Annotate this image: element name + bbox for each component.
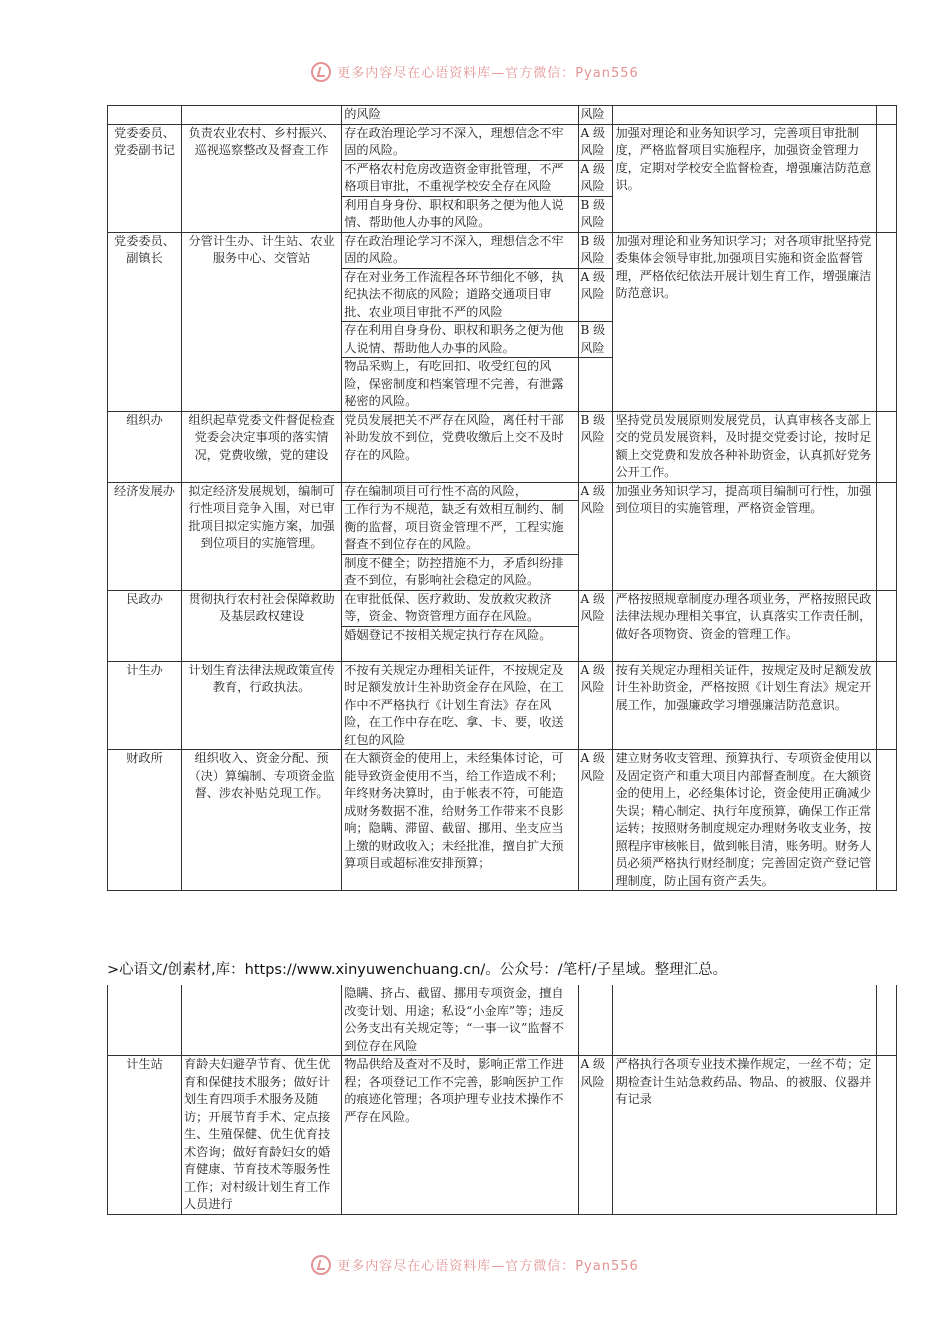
table-row [108,482,897,501]
measure-cell [613,985,877,1056]
post-cell: 财政所 [108,750,182,891]
level-cell: B 级风险 [578,196,613,232]
table-row [108,124,897,160]
measure-cell: 坚持党员发展原则发展党员，认真审核各支部上交的党员发展资料，及时提交党委讨论，按时足额上交党费和发放各种补助资金，认真抓好党务公开工作。 [613,411,877,482]
risk-cell: 在审批低保、医疗救助、发放救灾救济等，资金、物资管理方面存在风险。 [342,590,578,626]
blank-cell [877,482,897,590]
blank-cell [877,124,897,232]
logo-icon [311,1255,331,1275]
level-cell: A 级风险 [578,590,613,661]
blank-cell [877,985,897,1056]
table-row [108,411,897,482]
blank-cell [877,232,897,411]
measure-cell: 按有关规定办理相关证件，按规定及时足额发放计生补助资金，严格按照《计划生育法》规定开展工作，加强廉政学习增强廉洁防范意识。 [613,661,877,750]
measure-cell: 建立财务收支管理、预算执行、专项资金使用以及固定资产和重大项目内部督查制度。在大额资金的使用上，必经集体讨论，资金使用正确减少失误；精心制定、执行年度预算，确保工作正常运转；按照财务制度规定办理财务收支业务，按照程序审核帐目，做到帐目清，账务明。财务人员必须严格执行财经制度；完善固定资产登记管理制度，防止国有资产丢失。 [613,750,877,891]
blank-cell [877,1056,897,1215]
risk-cell: 存在政治理论学习不深入，理想信念不牢固的风险。 [342,124,578,160]
measure-cell: 严格按照规章制度办理各项业务，严格按照民政法律法规办理相关事宜，认真落实工作责任制，做好各项物资、资金的管理工作。 [613,590,877,661]
risk-cell: 存在编制项目可行性不高的风险， [342,482,578,501]
measure-cell: 加强业务知识学习，提高项目编制可行性，加强到位项目的实施管理，严格资金管理。 [613,482,877,590]
blank-cell [877,590,897,661]
risk-cell: 工作行为不规范，缺乏有效相互制约、制衡的监督，项目资金管理不严，工程实施督查不到位存在的风险。 [342,501,578,555]
post-cell [108,985,182,1056]
duty-cell [181,985,341,1056]
level-cell: A 级风险 [578,268,613,322]
post-cell [108,106,182,125]
measure-cell: 加强对理论和业务知识学习，完善项目审批制度，严格监督项目实施程序，加强资金管理力度，定期对学校安全监督检查，增强廉洁防范意识。 [613,124,877,232]
blank-cell [877,750,897,891]
table-row [108,1056,897,1215]
duty-cell: 贯彻执行农村社会保障救助及基层政权建设 [181,590,341,661]
risk-cell: 在大额资金的使用上，未经集体讨论，可能导致资金使用不当，给工作造成不利；年终财务决算时，由于帐表不符，可能造成财务数据不准，给财务工作带来不良影响；隐瞒、滞留、截留、挪用、坐支应当上缴的财政收入；未经批准，擅自扩大预算项目或超标准安排预算； [342,750,578,891]
level-cell: A 级风险 [578,482,613,590]
risk-cell: 利用自身身份、职权和职务之便为他人说情、帮助他人办事的风险。 [342,196,578,232]
level-cell [578,985,613,1056]
level-cell [578,358,613,412]
watermark-text: 更多内容尽在心语资料库—官方微信：Pyan556 [337,1259,639,1274]
watermark-top [0,62,950,82]
post-cell: 党委委员、党委副书记 [108,124,182,232]
risk-cell: 婚姻登记不按相关规定执行存在风险。 [342,626,578,661]
risk-cell: 不严格农村危房改造资金审批管理，不严格项目审批，不重视学校安全存在风险 [342,160,578,196]
table-row [108,106,897,125]
measure-cell: 加强对理论和业务知识学习；对各项审批坚持党委集体会领导审批,加强项目实施和资金监督管理，严格依纪依法开展计划生育工作，增强廉洁防范意识。 [613,232,877,411]
duty-cell: 组织收入、资金分配、预（决）算编制、专项资金监督、涉农补贴兑现工作。 [181,750,341,891]
watermark-text: 更多内容尽在心语资料库—官方微信：Pyan556 [337,66,639,81]
measure-cell: 严格执行各项专业技术操作规定，一丝不苟；定期检查计生站急救药品、物品、的被服、仪器并有记录 [613,1056,877,1215]
watermark-bottom [0,1255,950,1275]
table-row [108,661,897,750]
risk-table-page2 [107,985,897,1215]
blank-cell [877,411,897,482]
risk-cell: 存在对业务工作流程各环节细化不够，执纪执法不彻底的风险；道路交通项目审批、农业项目审批不严的风险 [342,268,578,322]
duty-cell: 育龄夫妇避孕节育、优生优育和保健技术服务；做好计划生育四项手术服务及随访；开展节育手术、定点接生、生殖保健、优生优育技术咨询；做好育龄妇女的婚育健康、节育技术等服务性工作；对村级计划生育工作人员进行 [181,1056,341,1215]
level-cell: A 级风险 [578,661,613,750]
duty-cell [181,106,341,125]
risk-cell: 的风险 [342,106,578,125]
post-cell: 经济发展办 [108,482,182,590]
blank-cell [877,661,897,750]
level-cell: B 级风险 [578,232,613,268]
risk-cell: 存在政治理论学习不深入，理想信念不牢固的风险。 [342,232,578,268]
level-cell: A 级风险 [578,1056,613,1215]
blank-cell [877,106,897,125]
level-cell: B 级风险 [578,322,613,358]
post-cell: 党委委员、副镇长 [108,232,182,411]
post-cell: 计生站 [108,1056,182,1215]
logo-icon [311,62,331,82]
duty-cell: 分管计生办、计生站、农业服务中心、交管站 [181,232,341,411]
risk-cell: 存在利用自身身份、职权和职务之便为他人说情、帮助他人办事的风险。 [342,322,578,358]
level-cell: A 级风险 [578,750,613,891]
risk-cell: 党员发展把关不严存在风险，离任村干部补助发放不到位，党费收缴后上交不及时存在的风险。 [342,411,578,482]
duty-cell: 计划生育法律法规政策宣传教育，行政执法。 [181,661,341,750]
table-row [108,590,897,626]
duty-cell: 组织起草党委文件督促检查党委会决定事项的落实情况，党费收缴，党的建设 [181,411,341,482]
table-row [108,232,897,268]
post-cell: 计生办 [108,661,182,750]
post-cell: 组织办 [108,411,182,482]
level-cell: A 级风险 [578,160,613,196]
level-cell: 风险 [578,106,613,125]
level-cell: B 级风险 [578,411,613,482]
table-row [108,750,897,891]
post-cell: 民政办 [108,590,182,661]
risk-cell: 隐瞒、挤占、截留、挪用专项资金，擅自改变计划、用途；私设“小金库”等；违反公务支出有关规定等；“一事一议”监督不到位存在风险 [342,985,578,1056]
duty-cell: 拟定经济发展规划，编制可行性项目竞争入围，对已审批项目拟定实施方案，加强到位项目的实施管理。 [181,482,341,590]
table-row [108,985,897,1056]
duty-cell: 负责农业农村、乡村振兴、巡视巡察整改及督查工作 [181,124,341,232]
risk-cell: 物品采购上，有吃回扣、收受红包的风险，保密制度和档案管理不完善，有泄露秘密的风险。 [342,358,578,412]
source-line: >心语文/创素材,库：https://www.xinyuwenchuang.cn/。公众号：/笔杆/子星域。整理汇总。 [107,962,728,978]
measure-cell [613,106,877,125]
level-cell: A 级风险 [578,124,613,160]
risk-cell: 制度不健全；防控措施不力，矛盾纠纷排查不到位，有影响社会稳定的风险。 [342,554,578,590]
risk-cell: 不按有关规定办理相关证件，不按规定及时足额发放计生补助资金存在风险，在工作中不严格执行《计划生育法》存在风险，在工作中存在吃、拿、卡、要，收送红包的风险 [342,661,578,750]
risk-cell: 物品供给及查对不及时，影响正常工作进程；各项登记工作不完善，影响医护工作的痕迹化管理；各项护理专业技术操作不严存在风险。 [342,1056,578,1215]
risk-table-page1 [107,105,897,891]
